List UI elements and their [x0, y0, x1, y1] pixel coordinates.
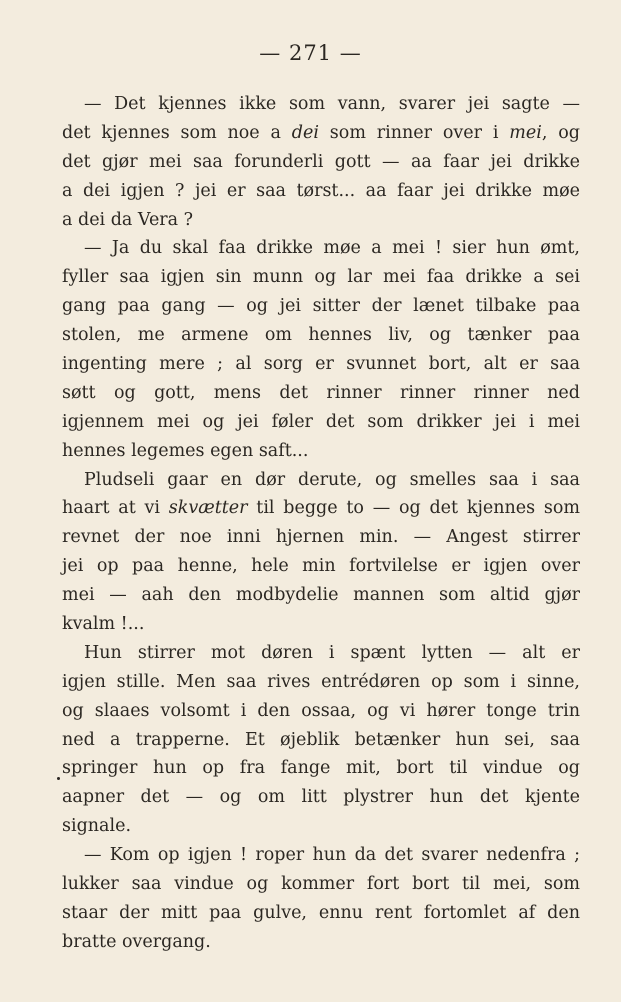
text-line: lukker saa vindue og kommer fort bort til mei, som	[62, 874, 580, 895]
text-line: jei op paa henne, hele min fortvilelse er igjen over	[62, 556, 580, 577]
text-line: søtt og gott, mens det rinner rinner rinner ned	[62, 382, 580, 403]
text-line: — Det kjennes ikke som vann, svarer jei sagte —	[84, 94, 580, 114]
text-line: kvalm !...	[62, 614, 145, 635]
text-line: bratte overgang.	[62, 931, 211, 952]
text-line: Pludseli gaar en dør derute, og smelles saa i saa	[84, 469, 580, 490]
text-line: — Ja du skal faa drikke møe a mei ! sier hun ømt,	[84, 238, 580, 259]
text-line: igjennem mei og jei føler det som drikker jei i mei	[62, 411, 580, 432]
text-line: haart at vi skvætter til begge to — og det kjennes som	[62, 498, 580, 519]
text-line: aapner det — og om litt plystrer hun det kjente	[62, 787, 580, 808]
body-text	[62, 90, 580, 957]
text-line: og slaaes volsomt i den ossaa, og vi hører tonge trin	[62, 700, 580, 721]
text-line: ingenting mere ; al sorg er svunnet bort, alt er saa	[62, 354, 580, 375]
text-line: hennes legemes egen saft...	[62, 440, 309, 461]
text-line: mei — aah den modbydelie mannen som altid gjør	[62, 585, 580, 606]
text-line: a dei igjen ? jei er saa tørst... aa faar jei drikke møe	[62, 180, 580, 201]
text-line: Hun stirrer mot døren i spænt lytten — alt er	[84, 642, 580, 663]
text-line: det kjennes som noe a dei som rinner over i mei, og	[62, 122, 580, 143]
text-line: revnet der noe inni hjernen min. — Angest stirrer	[62, 527, 580, 548]
text-line: igjen stille. Men saa rives entrédøren op som i sinne,	[62, 671, 580, 692]
text-line: gang paa gang — og jei sitter der lænet tilbake paa	[62, 296, 580, 317]
text-line: staar der mitt paa gulve, ennu rent fortomlet af den	[62, 902, 580, 923]
text-line: fyller saa igjen sin munn og lar mei faa drikke a sei	[62, 267, 580, 288]
text-line: ned a trapperne. Et øjeblik betænker hun sei, saa	[62, 729, 580, 750]
text-line: det gjør mei saa forunderli gott — aa faar jei drikke	[62, 151, 580, 172]
text-line: signale.	[62, 816, 132, 837]
text-line: a dei da Vera ?	[62, 209, 194, 230]
text-line: stolen, me armene om hennes liv, og tænker paa	[62, 325, 580, 346]
text-line: — Kom op igjen ! roper hun da det svarer nedenfra ;	[84, 845, 580, 866]
stray-ink-mark	[57, 777, 60, 780]
text-line: springer hun op fra fange mit, bort til vindue og	[62, 758, 580, 779]
page-number: — 271 —	[259, 41, 362, 65]
